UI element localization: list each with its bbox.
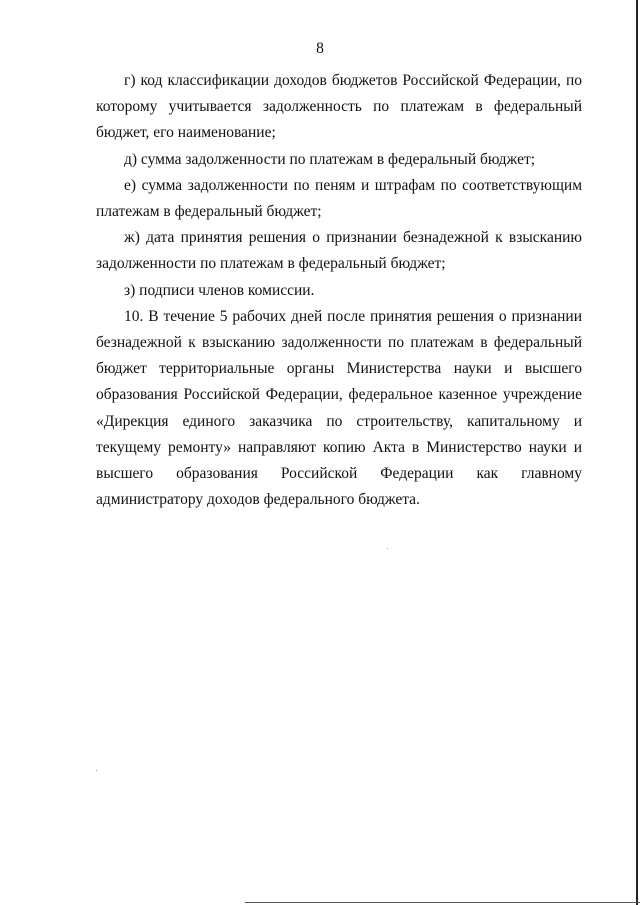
page-edge-bottom: [245, 902, 640, 903]
paragraph-item-d: д) сумма задолженности по платежам в федеральный бюджет;: [124, 150, 536, 168]
paragraph-item-zh: ж) дата принятия решения о признании безнадежной к взысканию задолженности по платежам в федеральный бюджет;: [96, 229, 582, 273]
paragraph-item-z: з) подписи членов комиссии.: [124, 281, 315, 299]
paragraph-clause-10: 10. В течение 5 рабочих дней после принятия решения о признании безнадежной к взысканию задолженности по платежам в федеральный бюджет территориальные органы Министерства науки и высшего образования Российской Федерации, федеральное казенное учреждение «Дирекция единого заказчика по строительству, капитальному и текущему ремонту» направляют копию Акта в Министерство науки и высшего образования Российской Федерации как главному администратору доходов федерального бюджета.: [96, 307, 582, 509]
paragraph-item-e: е) сумма задолженности по пеням и штрафам по соответствующим платежам в федеральный бюджет;: [96, 176, 582, 221]
document-body: [96, 68, 582, 513]
paragraph-item-g: г) код классификации доходов бюджетов Российской Федерации, по которому учитывается задолженность по платежам в федеральный бюджет, его наименование;: [96, 72, 582, 142]
page-number: 8: [316, 40, 324, 57]
scan-speck: [387, 548, 388, 549]
scan-speck: [96, 770, 97, 771]
page-edge-right: [636, 0, 638, 905]
